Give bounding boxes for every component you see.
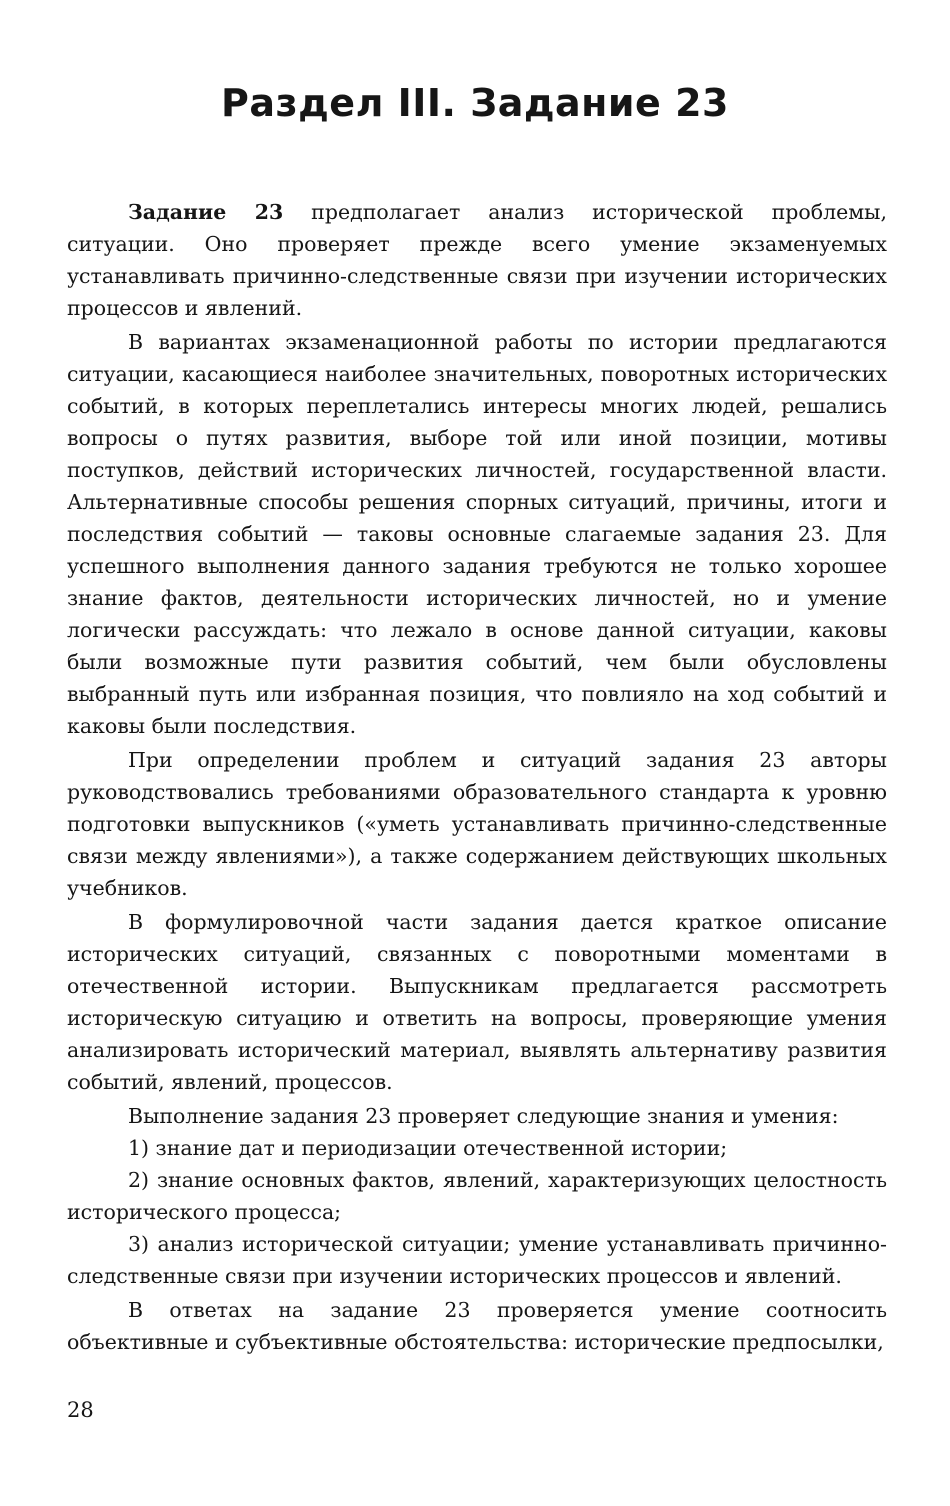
list-item-2: 2) знание основных фактов, явлений, характеризующих целостность исторического процесса;: [67, 1168, 887, 1224]
paragraph-answers: В ответах на задание 23 проверяется умение соотносить объективные и субъективные обстоятельства: исторические предпосылки,: [67, 1298, 887, 1354]
paragraph-variants: В вариантах экзаменационной работы по истории предлагаются ситуации, касающиеся наиболее значительных, поворотных исторических событий, в которых переплетались интересы многих людей, решались вопросы о путях развития, выборе той или иной позиции, мотивы поступков, действий исторических личностей, государственной власти. Альтернативные способы решения спорных ситуаций, причины, итоги и последствия событий — таковы основные слагаемые задания 23. Для успешного выполнения данного задания требуются не только хорошее знание фактов, деятельности исторических личностей, но и умение логически рассуждать: что лежало в основе данной ситуации, каковы были возможные пути развития событий, чем были обусловлены выбранный путь или избранная позиция, что повлияло на ход событий и каковы были последствия.: [67, 330, 887, 738]
task-label: Задание 23: [128, 200, 284, 224]
paragraph-skills-intro: Выполнение задания 23 проверяет следующие знания и умения:: [128, 1104, 839, 1128]
paragraph-intro-text: предполагает анализ исторической проблемы, ситуации. Оно проверяет прежде всего умение экзаменуемых устанавливать причинно-следственные связи при изучении исторических процессов и явлений.: [67, 200, 887, 320]
paragraph-intro: [67, 196, 887, 324]
list-item-3: 3) анализ исторической ситуации; умение устанавливать причинно-следственные связи при изучении исторических процессов и явлений.: [67, 1232, 887, 1288]
page-number: 28: [67, 1398, 94, 1422]
paragraph-formulation: В формулировочной части задания дается краткое описание исторических ситуаций, связанных с поворотными моментами в отечественной истории. Выпускникам предлагается рассмотреть историческую ситуацию и ответить на вопросы, проверяющие умения анализировать исторический материал, выявлять альтернативу развития событий, явлений, процессов.: [67, 910, 887, 1094]
document-body: [67, 196, 887, 1358]
paragraph-problems: При определении проблем и ситуаций задания 23 авторы руководствовались требованиями образовательного стандарта к уровню подготовки выпускников («уметь устанавливать причинно-следственные связи между явлениями»), а также содержанием действующих школьных учебников.: [67, 748, 887, 900]
section-title: Раздел III. Задание 23: [221, 81, 729, 125]
list-item-1: 1) знание дат и периодизации отечественной истории;: [128, 1136, 728, 1160]
